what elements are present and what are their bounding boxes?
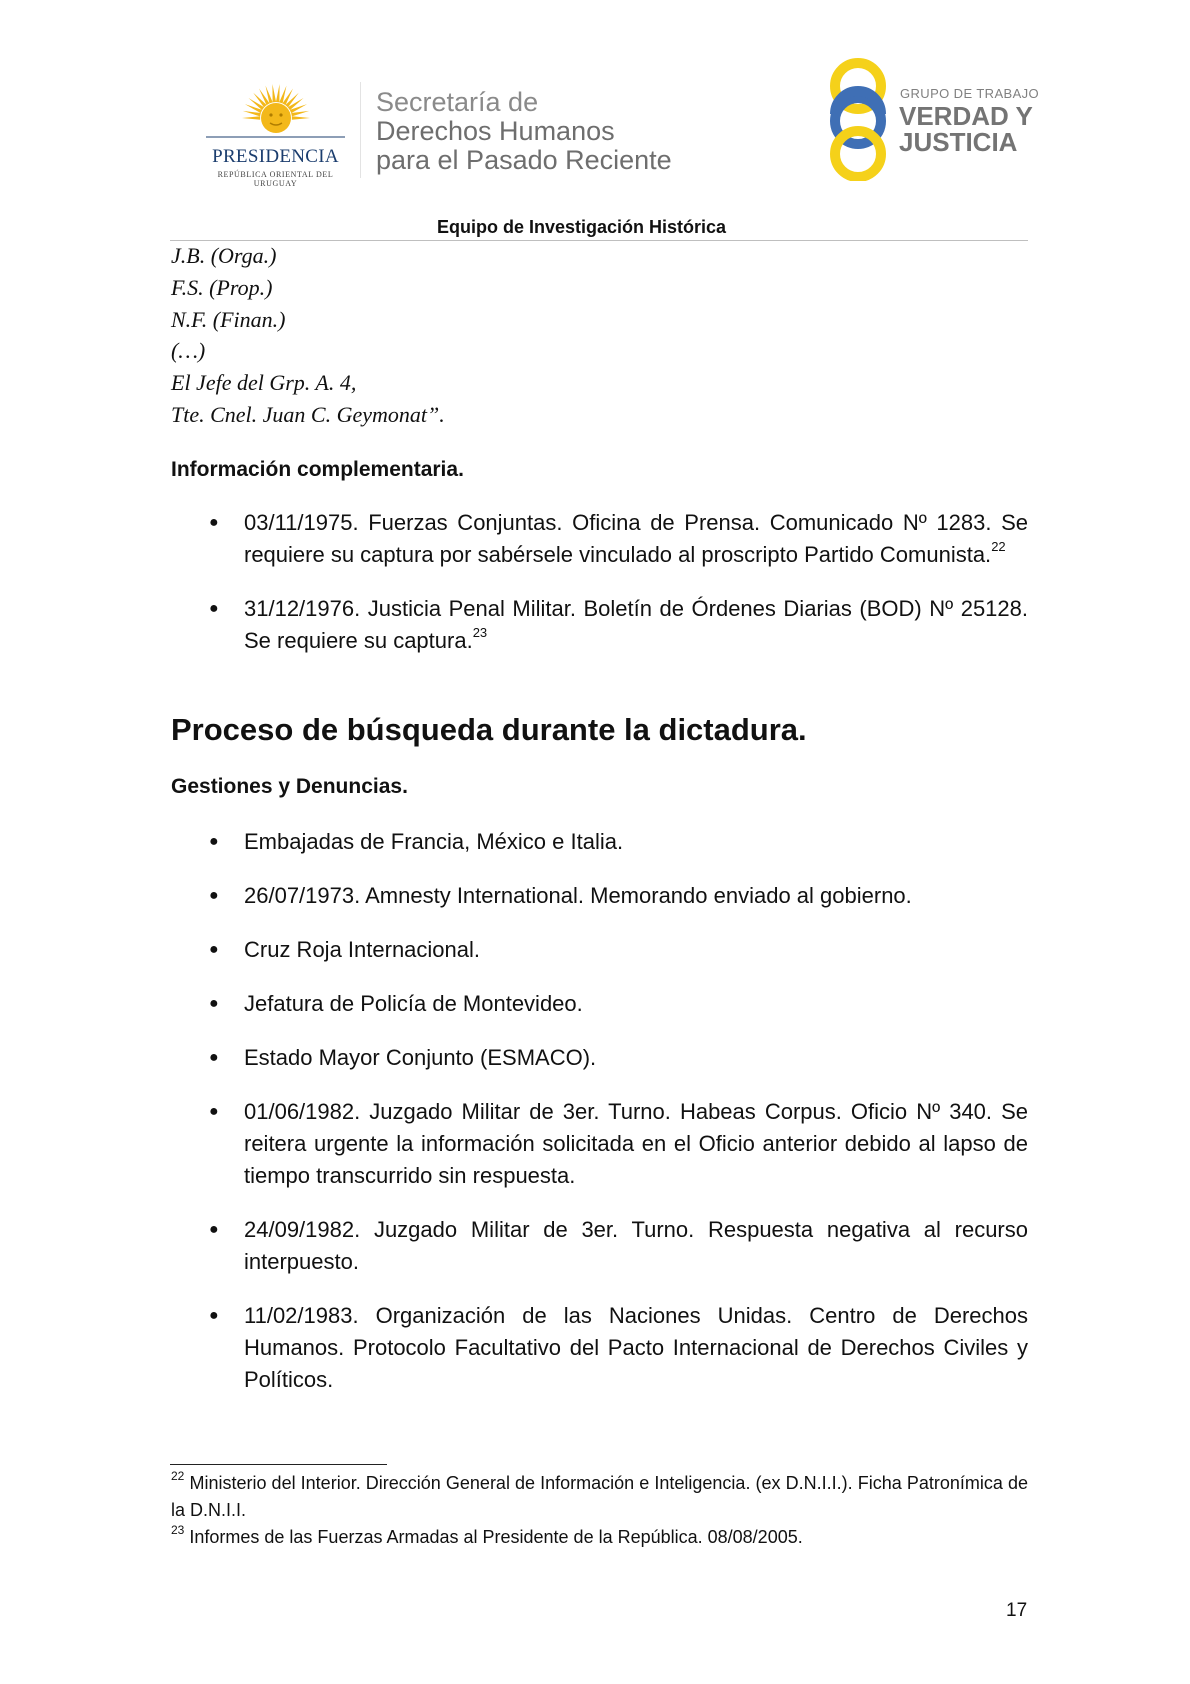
list-item: [171, 507, 1028, 571]
presidencia-logo: [198, 80, 353, 188]
sun-ray: [272, 84, 276, 102]
team-title: Equipo de Investigación Histórica: [437, 217, 727, 237]
list-item-text: 01/06/1982. Juzgado Militar de 3er. Turno. Habeas Corpus. Oficio Nº 340. Se reitera urgente la información solicitada en el Oficio anterior debido al lapso de tiempo transcurrido sin respuesta.: [244, 1099, 1028, 1188]
bullet-icon: ●: [209, 1221, 219, 1238]
secretaria-line-1: Secretaría de: [376, 87, 539, 117]
quote-line: Tte. Cnel. Juan C. Geymonat”.: [171, 401, 445, 427]
info-heading: Información complementaria.: [171, 458, 464, 481]
list-item: [171, 1096, 1028, 1192]
list-item-text: Embajadas de Francia, México e Italia.: [244, 829, 624, 854]
secretaria-line-3: para el Pasado Reciente: [376, 145, 672, 175]
header-divider: [360, 82, 361, 178]
sun-ray: [243, 111, 261, 116]
sun-ray: [292, 116, 310, 120]
quote-line: (…): [171, 338, 206, 364]
footnote-number: 22: [171, 1468, 185, 1483]
page-number: 17: [1006, 1600, 1028, 1621]
quote-line: El Jefe del Grp. A. 4,: [171, 370, 357, 396]
footnotes: [171, 1470, 1028, 1551]
bullet-icon: ●: [209, 887, 219, 904]
sun-ray: [291, 111, 309, 116]
list-item-text: 26/07/1973. Amnesty International. Memorando enviado al gobierno.: [244, 883, 912, 908]
bullet-icon: ●: [209, 1049, 219, 1066]
list-item: [171, 826, 1028, 858]
presidencia-name: PRESIDENCIA: [212, 146, 339, 167]
verdad-justicia-logo: [824, 56, 1040, 181]
page-header: [0, 0, 1190, 237]
sun-icon: [198, 80, 353, 150]
list-item: [171, 880, 1028, 912]
bullet-icon: ●: [209, 941, 219, 958]
footnote-text: Informes de las Fuerzas Armadas al Presidente de la República. 08/08/2005.: [189, 1527, 803, 1547]
list-item-text: Cruz Roja Internacional.: [244, 937, 481, 962]
secretaria-wordmark: [376, 88, 672, 175]
rings-icon: [824, 56, 904, 181]
footnote-number: 23: [171, 1522, 185, 1537]
list-item: [171, 934, 1028, 966]
justicia-label: JUSTICIA: [899, 127, 1018, 157]
bullet-icon: ●: [209, 514, 219, 531]
list-item-text: 03/11/1975. Fuerzas Conjuntas. Oficina de Prensa. Comunicado Nº 1283. Se requiere su captura por sabérsele vinculado al proscripto Partido Comunista.: [244, 510, 1028, 567]
gestiones-list: [171, 826, 1028, 1418]
bullet-icon: ●: [209, 1307, 219, 1324]
gestiones-heading: Gestiones y Denuncias.: [171, 775, 408, 798]
footnote-text: Ministerio del Interior. Dirección General de Información e Inteligencia. (ex D.N.I.I.). Ficha Patronímica de la D.N.I.I.: [171, 1473, 1028, 1520]
verdad-label: VERDAD Y: [899, 101, 1033, 131]
footnote: [171, 1470, 1028, 1524]
grupo-label: GRUPO DE TRABAJO: [900, 86, 1040, 101]
sun-ray: [242, 116, 260, 120]
list-item: [171, 593, 1028, 657]
quote-block: [171, 240, 445, 431]
secretaria-line-2: Derechos Humanos: [376, 116, 615, 146]
list-item: [171, 1300, 1028, 1396]
section-title: Proceso de búsqueda durante la dictadura.: [171, 712, 807, 747]
footnote-ref[interactable]: 23: [472, 625, 488, 641]
bullet-icon: ●: [209, 1103, 219, 1120]
list-item-text: 24/09/1982. Juzgado Militar de 3er. Turno. Respuesta negativa al recurso interpuesto.: [244, 1217, 1028, 1274]
sun-ray: [276, 84, 280, 102]
list-item: [171, 1042, 1028, 1074]
info-list: [171, 507, 1028, 679]
list-item-text: Jefatura de Policía de Montevideo.: [244, 991, 583, 1016]
quote-line: F.S. (Prop.): [171, 274, 273, 300]
list-item-text: 31/12/1976. Justicia Penal Militar. Boletín de Órdenes Diarias (BOD) Nº 25128. Se requiere su captura.: [244, 596, 1028, 653]
list-item-text: Estado Mayor Conjunto (ESMACO).: [244, 1045, 597, 1070]
bullet-icon: ●: [209, 600, 219, 617]
quote-line: N.F. (Finan.): [171, 306, 286, 332]
presidencia-subtitle: REPÚBLICA ORIENTAL DEL URUGUAY: [217, 170, 334, 188]
list-item-text: 11/02/1983. Organización de las Naciones Unidas. Centro de Derechos Humanos. Protocolo Facultativo del Pacto Internacional de Derechos Civiles y Políticos.: [244, 1303, 1028, 1392]
footnote: [171, 1524, 1028, 1551]
list-item: [171, 988, 1028, 1020]
bullet-icon: ●: [209, 995, 219, 1012]
footnote-rule: [170, 1464, 387, 1465]
bullet-icon: ●: [209, 833, 219, 850]
list-item: [171, 1214, 1028, 1278]
footnote-ref[interactable]: 22: [991, 539, 1006, 555]
quote-line: J.B. (Orga.): [171, 243, 277, 268]
